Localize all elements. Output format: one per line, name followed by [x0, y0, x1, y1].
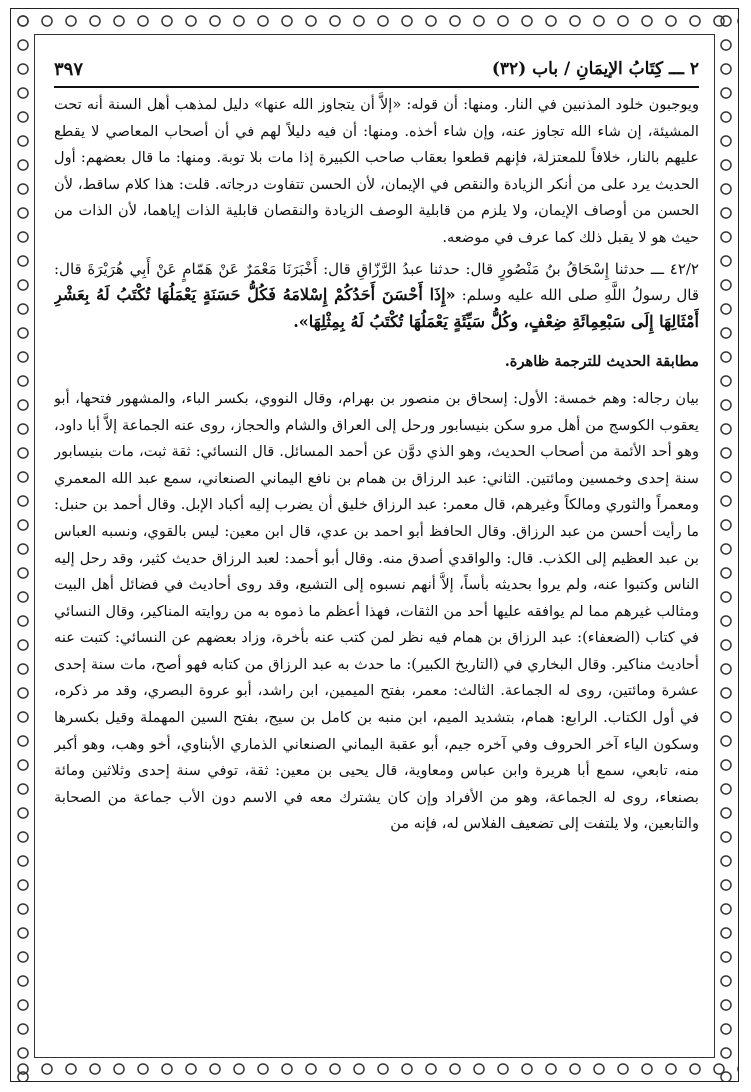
- page-number: ٣٩٧: [54, 58, 84, 80]
- border-ornament-left: [11, 9, 35, 1081]
- page-header: [54, 52, 699, 88]
- commentary-paragraph: ويوجبون خلود المذنبين في النار. ومنها: أن قوله: «إلاَّ أن يتجاوز الله عنها» دليل لمذهب أهل السنة أنه تحت المشيئة، إن شاء الله تجاوز عنه، وإن شاء أخذه. ومنها: أن فيه دليلاً لهم في أن أصحاب المعاصي لا يقطع عليهم بالنار، خلافاً للمعتزلة، فإنهم قطعوا بعقاب صاحب الكبيرة إذا مات بلا توبة. ومنها: ما قال بعضهم: أول الحديث يرد على من أنكر الزيادة والنقص في الإيمان، لأن الحسن تتفاوت درجاته. قلت: هذا كلام ساقط، لأن الحسن من أوصاف الإيمان، ولا يلزم من قابلية الوصف الزيادة والنقصان قابلية الذات إياهما، لأن الذات من حيث هو لا يقبل ذلك كما عرف في موضعه.: [54, 96, 699, 246]
- border-ornament-right: [714, 9, 738, 1081]
- hadith-block: [54, 256, 699, 336]
- chapter-match-note: مطابقة الحديث للترجمة ظاهرة.: [504, 353, 699, 371]
- hadith-matn: «إِذَا أَحْسَنَ أَحَدُكُمْ إِسْلامَهُ فَكُلُّ حَسَنَةٍ يَعْمَلُهَا تُكْتَبُ لَهُ بِعَشْرِ أَمْثَالِهَا إِلَى سَبْعِمِائَةِ ضِعْفٍ، وكُلُّ سَيِّئَةٍ يَعْمَلُهَا تُكْتَبُ لَهُ بِمِثْلِهَا».: [54, 285, 699, 331]
- page-body: [54, 92, 699, 1062]
- hadith-isnad: ٤٢/٢ ـــ حدثنا إِسْحَاقُ بنُ مَنْصُورٍ قال: حدثنا عبدُ الرَّزّاقِ قال: أَخْبَرَنَا مَعْمَرٌ عَنْ هَمّامٍ عَنْ أَبِي هُرَيْرَةَ قال: قال رسولُ اللَّهِ صلى الله عليه وسلم:: [54, 259, 699, 305]
- narrators-paragraph: بيان رجاله: وهم خمسة: الأول: إسحاق بن منصور بن بهرام، وقال النووي، بكسر الباء، والمشهور فتحها، أبو يعقوب الكوسج من أهل مرو سكن بنيسابور ورحل إلى العراق والشام والحجاز، روى عنه الجماعة إلاَّ أبا داود، وهو أحد الأئمة من أصحاب الحديث، وهو الذي دوَّن عن أحمد المسائل. قال النسائي: ثقة ثبت، مات بنيسابور سنة إحدى وخمسين ومائتين. الثاني: عبد الرزاق بن همام بن نافع اليماني الصنعاني، سمع عبد الله المعمري ومعمراً والثوري ومالكاً وغيرهم، قال معمر: عبد الرزاق خليق أن يضرب إليه أكباد الإبل. وقال أحمد بن حنبل: ما رأيت أحسن من عبد الرزاق. وقال الحافظ أبو احمد بن عدي، قال ابن معين: ليس بالقوي، ونسبه العباس بن عبد العظيم إلى الكذب. قال: والواقدي أصدق منه. وقال أبو أحمد: لعبد الرزاق حديث كثير، وقد رحل إليه الناس وكتبوا عنه، ولم يروا بحديثه بأساً، إلاَّ أنهم نسبوه إلى التشيع، وقد روى أحاديث في فضائل أهل البيت ومثالب غيرهم مما لم يوافقه عليها أحد من الثقات، فهذا أعظم ما ذموه به من روايته المناكير، وقال النسائي في كتاب (الضعفاء): عبد الرزاق بن همام فيه نظر لمن كتب عنه بأخرة، وزاد بعضهم عن النسائي: كتبت عنه أحاديث مناكير. وقال البخاري في (التاريخ الكبير): ما حدث به عبد الرزاق من كتابه فهو أصح، مات سنة إحدى عشرة ومائتين، روى له الجماعة. الثالث: معمر، بفتح الميمين، ابن راشد، أبو عروة البصري، وقد مر ذكره، في أول الكتاب. الرابع: همام، بتشديد الميم، ابن منبه بن كامل بن سيج، بفتح السين المهملة وقيل بكسرها وسكون الياء آخر الحروف وفي آخره جيم، أبو عقبة اليماني الصنعاني الذماري الأبناوي، أخو وهب، وهو أكبر منه، تابعي، سمع أبا هريرة وابن عباس ومعاوية، قال يحيى بن معين: ثقة، توفي سنة إحدى وثلاثين ومائة بصنعاء، روى له الجماعة، وهو من الأفراد وإن كان يشترك معه في الاسم دون الأب جماعة من الصحابة والتابعين، ولا يلتفت إلى تضعيف الفلاس له، فإنه من: [54, 389, 699, 833]
- border-ornament-top: [11, 9, 738, 33]
- running-title: ٢ ـــ كِتَابُ الإيمَانِ / باب (٣٢): [491, 59, 699, 79]
